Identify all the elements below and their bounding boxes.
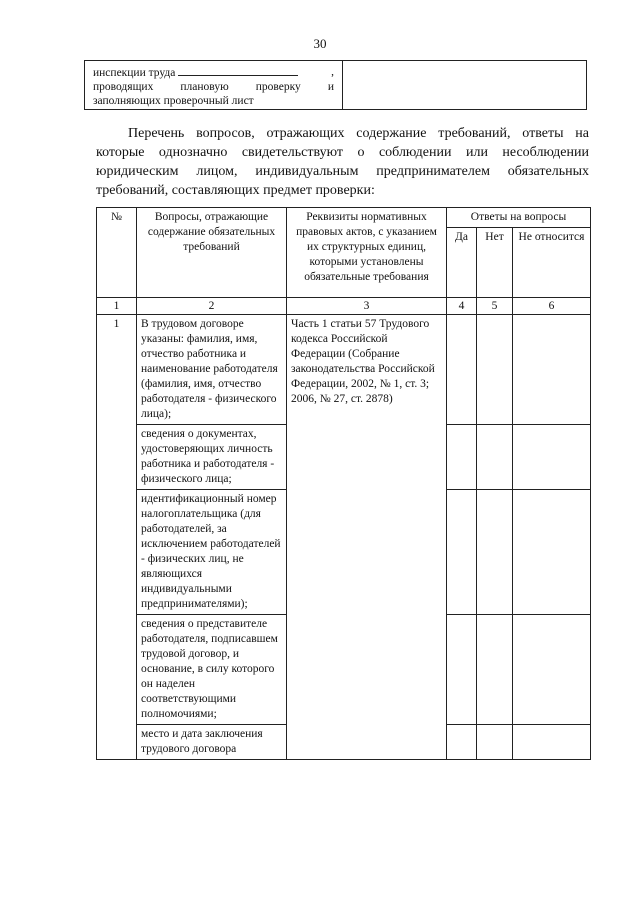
answer-yes-cell[interactable] xyxy=(447,725,477,760)
question-item: место и дата заключения трудового договора xyxy=(137,725,287,760)
answer-no-cell[interactable] xyxy=(477,490,513,615)
header-yes: Да xyxy=(447,228,477,298)
answer-yes-cell[interactable] xyxy=(447,315,477,425)
answer-no-cell[interactable] xyxy=(477,725,513,760)
answer-yes-cell[interactable] xyxy=(447,490,477,615)
page-number: 30 xyxy=(313,36,327,51)
answer-not-applicable-cell[interactable] xyxy=(513,615,591,725)
table-row xyxy=(97,315,591,425)
col-number: 6 xyxy=(513,298,591,315)
header-answers: Ответы на вопросы xyxy=(447,208,591,228)
col-number: 1 xyxy=(97,298,137,315)
answer-not-applicable-cell[interactable] xyxy=(513,490,591,615)
question-item: идентификационный номер налогоплательщика (для работодателей, за исключением работодателей - физических лиц, не являющихся индивидуальными предпринимателями); xyxy=(137,490,287,615)
col-number: 3 xyxy=(287,298,447,315)
col-number: 2 xyxy=(137,298,287,315)
header-requisites: Реквизиты нормативных правовых актов, с указанием их структурных единиц, которыми установлены обязательные требования xyxy=(287,208,447,298)
inspector-info-box xyxy=(84,60,587,110)
inspection-label: инспекции труда xyxy=(93,67,176,79)
header-no: № xyxy=(97,208,137,298)
answer-no-cell[interactable] xyxy=(477,315,513,425)
column-numbers-row xyxy=(97,298,591,315)
inspector-line-2 xyxy=(93,80,334,94)
inspector-info-text xyxy=(85,61,343,109)
header-not-applicable: Не относится xyxy=(513,228,591,298)
header-questions: Вопросы, отражающие содержание обязательных требований xyxy=(137,208,287,298)
col-number: 5 xyxy=(477,298,513,315)
checklist-table xyxy=(96,207,591,760)
word: проводящих xyxy=(93,81,154,93)
col-number: 4 xyxy=(447,298,477,315)
header-no-answer: Нет xyxy=(477,228,513,298)
inspector-line-3: заполняющих проверочный лист xyxy=(93,95,254,107)
legal-reference: Часть 1 статьи 57 Трудового кодекса Российской Федерации (Собрание законодательства Российской Федерации, 2002, № 1, ст. 3; 2006, № 27, ст. 2878) xyxy=(287,315,447,760)
answer-yes-cell[interactable] xyxy=(447,425,477,490)
word: плановую xyxy=(180,81,229,93)
word: и xyxy=(327,81,334,93)
word: проверку xyxy=(255,81,301,93)
comma: , xyxy=(331,66,334,78)
checklist-intro: Перечень вопросов, отражающих содержание требований, ответы на которые однозначно свидетельствуют о соблюдении или несоблюдении юридическим лицом, индивидуальным предпринимателем обязательных требований, составляющих предмет проверки: xyxy=(96,126,589,198)
answer-no-cell[interactable] xyxy=(477,425,513,490)
answer-not-applicable-cell[interactable] xyxy=(513,315,591,425)
answer-no-cell[interactable] xyxy=(477,615,513,725)
answer-yes-cell[interactable] xyxy=(447,615,477,725)
header-row xyxy=(97,208,591,228)
question-item: сведения о представителе работодателя, подписавшем трудовой договор, и основание, в силу которого он наделен соответствующими полномочиями; xyxy=(137,615,287,725)
answer-not-applicable-cell[interactable] xyxy=(513,425,591,490)
question-item: сведения о документах, удостоверяющих личность работника и работодателя - физического лица; xyxy=(137,425,287,490)
row-number: 1 xyxy=(97,315,137,760)
question-item: В трудовом договоре указаны: фамилия, имя, отчество работника и наименование работодателя (фамилия, имя, отчество работодателя - физического лица); xyxy=(137,315,287,425)
fill-in-line xyxy=(178,65,298,76)
answer-not-applicable-cell[interactable] xyxy=(513,725,591,760)
